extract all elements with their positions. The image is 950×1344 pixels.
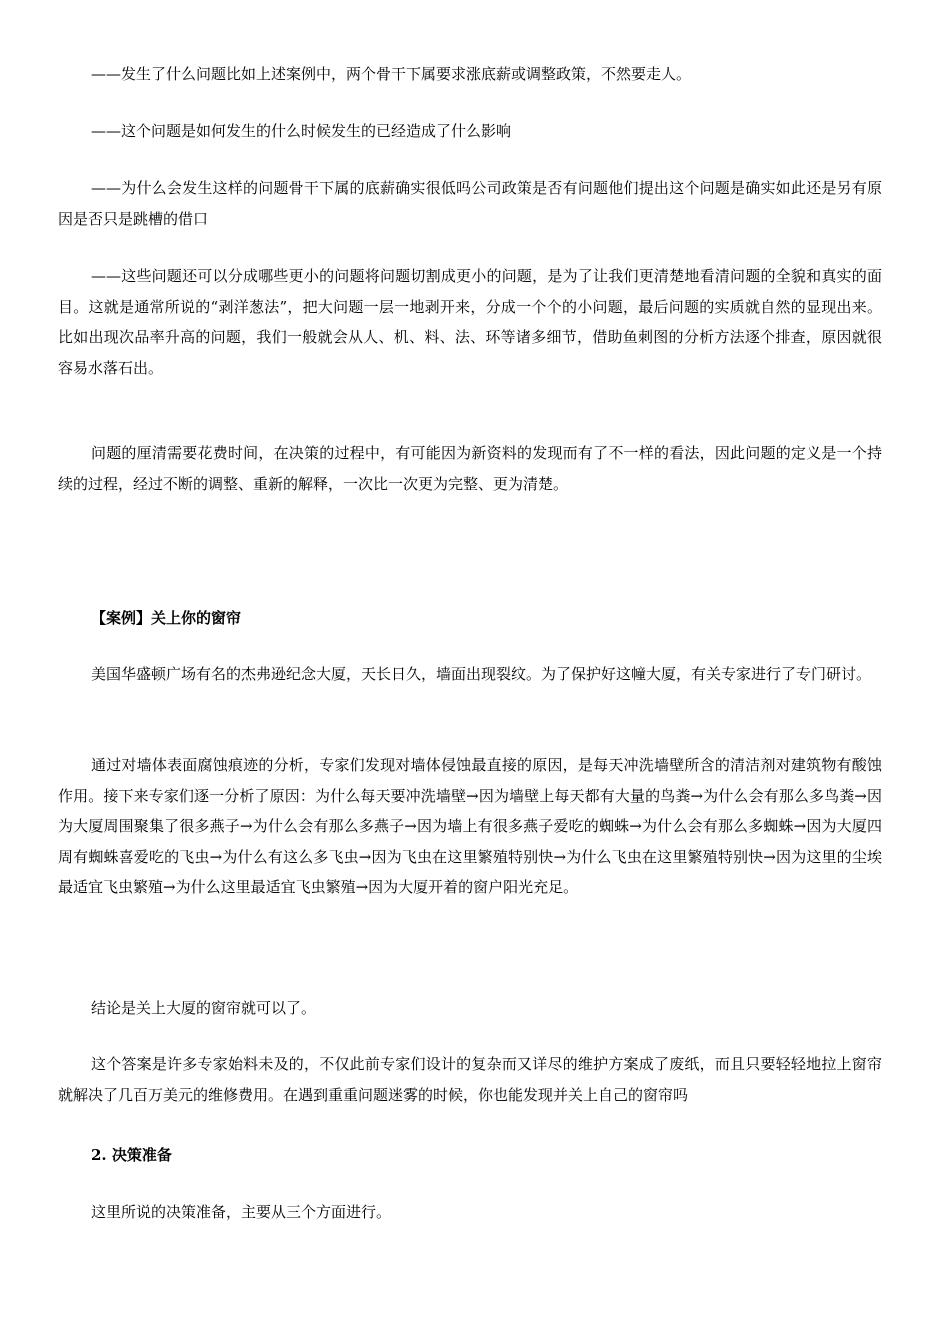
paragraph-what-problem: ——发生了什么问题比如上述案例中，两个骨干下属要求涨底薪或调整政策，不然要走人。 (91, 65, 692, 83)
case-paragraph-analysis: 通过对墙体表面腐蚀痕迹的分析，专家们发现对墙体侵蚀最直接的原因，是每天冲洗墙壁所含的清洁剂对建筑物有酸蚀作用。接下来专家们逐一分析了原因：为什么每天要冲洗墙壁→因为墙壁上每天都有大量的鸟粪→为什么会有那么多鸟粪→因为大厦周围聚集了很多燕子→为什么会有那么多燕子→因为墙上有很多燕子爱吃的蜘蛛→为什么会有那么多蜘蛛→因为大厦四周有蜘蛛喜爱吃的飞虫→为什么有这么多飞虫→因为飞虫在这里繁殖特别快→为什么飞虫在这里繁殖特别快→因为这里的尘埃最适宜飞虫繁殖→为什么这里最适宜飞虫繁殖→因为大厦开着的窗户阳光充足。 (58, 756, 882, 896)
case-heading: 【案例】关上你的窗帘 (91, 609, 242, 627)
paragraph-how-happened: ——这个问题是如何发生的什么时候发生的已经造成了什么影响 (91, 122, 512, 140)
case-paragraph-conclusion: 结论是关上大厦的窗帘就可以了。 (91, 999, 317, 1017)
paragraph-smaller-problems: ——这些问题还可以分成哪些更小的问题将问题切割成更小的问题，是为了让我们更清楚地看清问题的全貌和真实的面目。这就是通常所说的“剥洋葱法”，把大问题一层一地剥开来，分成一个个的小问题，最后问题的实质就自然的显现出来。比如出现次品率升高的问题，我们一般就会从人、机、料、法、环等诸多细节，借助鱼刺图的分析方法逐个排查，原因就很容易水落石出。 (58, 267, 882, 377)
case-paragraph-intro: 美国华盛顿广场有名的杰弗逊纪念大厦，天长日久，墙面出现裂纹。为了保护好这幢大厦，有关专家进行了专门研讨。 (91, 665, 872, 683)
case-paragraph-answer: 这个答案是许多专家始料未及的，不仅此前专家们设计的复杂而又详尽的维护方案成了废纸，而且只要轻轻地拉上窗帘就解决了几百万美元的维修费用。在遇到重重问题迷雾的时候，你也能发现并关上自己的窗帘吗 (58, 1055, 882, 1104)
paragraph-why-happened: ——为什么会发生这样的问题骨干下属的底薪确实很低吗公司政策是否有问题他们提出这个问题是确实如此还是另有原因是否只是跳槽的借口 (58, 179, 882, 228)
section-paragraph: 这里所说的决策准备，主要从三个方面进行。 (91, 1203, 392, 1221)
section-heading: 2. 决策准备 (91, 1146, 172, 1164)
paragraph-problem-definition: 问题的厘清需要花费时间，在决策的过程中，有可能因为新资料的发现而有了不一样的看法，因此问题的定义是一个持续的过程，经过不断的调整、重新的解释，一次比一次更为完整、更为清楚。 (58, 444, 882, 493)
